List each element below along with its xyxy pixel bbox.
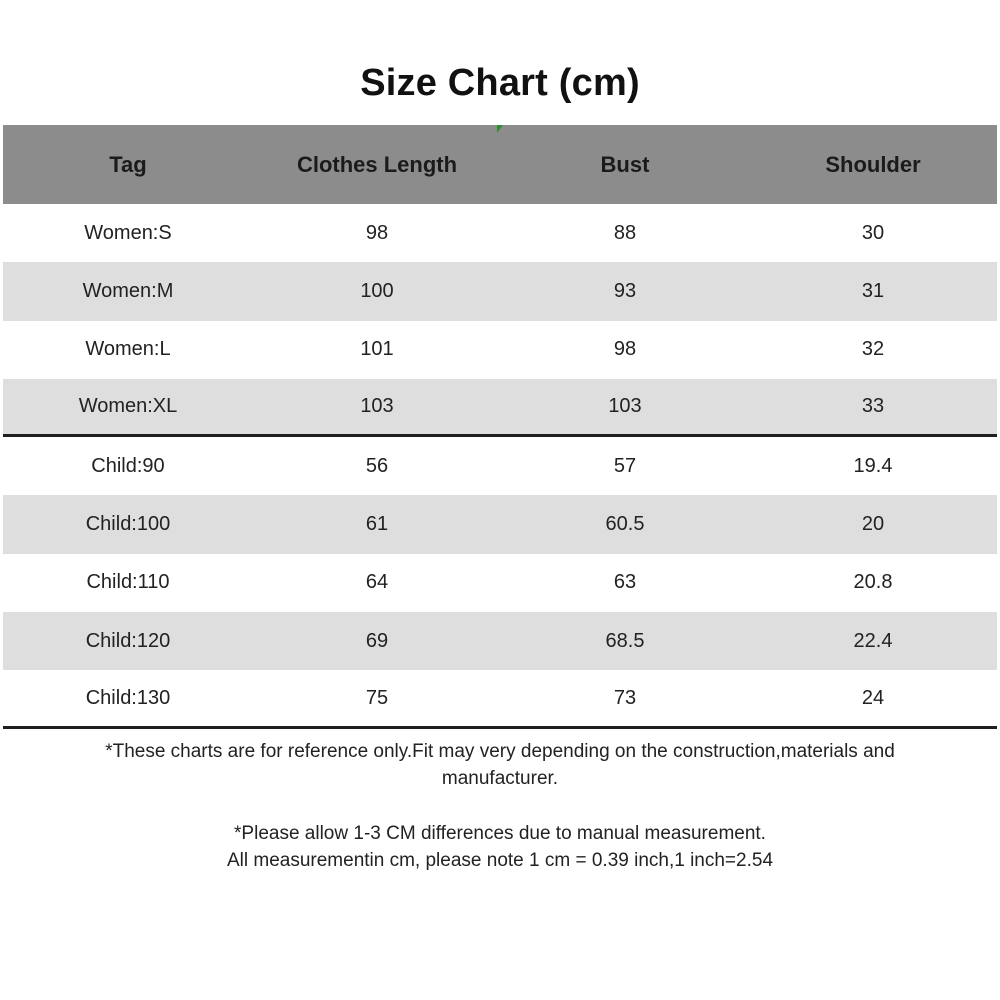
cell-shoulder: 33 [861,395,885,418]
cell-tag: Women:XL [78,395,178,418]
cell-tag: Child:110 [86,571,170,594]
cell-shoulder: 24 [861,686,885,709]
cell-tag: Women:M [82,279,174,302]
cell-bust: 73 [613,686,637,709]
cell-bust: 93 [613,279,637,302]
cell-bust: 68.5 [605,629,645,652]
cell-bust: 103 [608,395,642,418]
footnotes [20,738,980,874]
cell-tag: Women:S [84,221,172,244]
cell-clothes-length: 103 [360,395,394,418]
table-row [3,612,997,670]
cell-clothes-length: 75 [365,686,389,709]
table-row [3,670,997,728]
cell-bust: 57 [613,454,637,477]
header-bust: Bust [600,151,650,177]
size-chart-table [3,125,997,729]
notes-spacer [20,792,980,820]
note-reference-line: *These charts are for reference only.Fit may very depending on the construction,materials and [105,741,895,762]
table-header-row [3,125,997,204]
cell-clothes-length: 98 [365,221,389,244]
cell-shoulder: 31 [861,279,885,302]
table-row [3,554,997,612]
cell-clothes-length: 61 [365,513,389,536]
cell-clothes-length: 56 [365,454,389,477]
cell-shoulder: 30 [861,221,885,244]
corner-marker-icon [497,125,503,133]
header-tag: Tag [109,151,147,177]
cell-tag: Child:120 [85,629,171,652]
cell-tag: Child:100 [85,513,171,536]
table-row [3,379,997,437]
cell-shoulder: 22.4 [853,629,893,652]
header-shoulder: Shoulder [825,151,921,177]
note-unit-conversion: All measurementin cm, please note 1 cm = 0.39 inch,1 inch=2.54 [226,850,774,871]
cell-bust: 63 [613,571,637,594]
cell-shoulder: 20.8 [853,571,893,594]
cell-clothes-length: 101 [360,338,394,361]
cell-tag: Child:90 [91,454,165,477]
header-clothes-length: Clothes Length [296,151,458,177]
cell-shoulder: 32 [861,338,885,361]
cell-bust: 88 [613,221,637,244]
note-measurement-allowance: *Please allow 1-3 CM differences due to manual measurement. [234,823,766,844]
cell-tag: Women:L [85,338,171,361]
cell-clothes-length: 69 [365,629,389,652]
table-row [3,495,997,553]
cell-bust: 60.5 [605,513,645,536]
table-row [3,437,997,495]
page-title: Size Chart (cm) [360,62,640,104]
table-row [3,321,997,379]
cell-clothes-length: 100 [360,279,394,302]
note-reference-line-cont: manufacturer. [441,768,559,789]
cell-shoulder: 20 [861,513,885,536]
cell-shoulder: 19.4 [853,454,893,477]
table-row [3,262,997,320]
cell-clothes-length: 64 [365,571,389,594]
cell-bust: 98 [613,338,637,361]
table-row [3,204,997,262]
cell-tag: Child:130 [85,686,171,709]
